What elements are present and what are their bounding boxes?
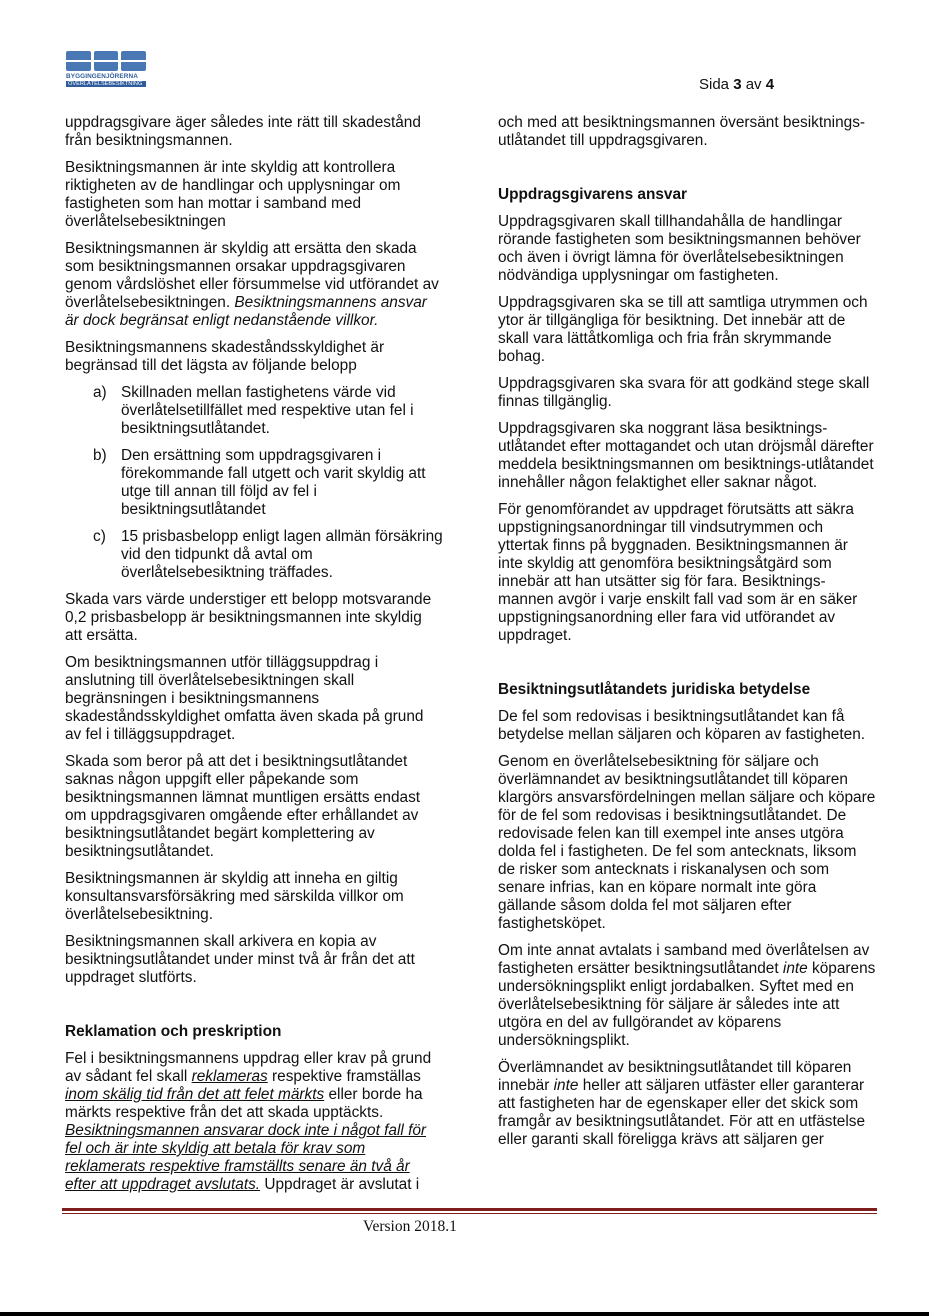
paragraph: Besiktningsmannen är skyldig att ersätta den skada som besiktningsmannen orsakar uppdragsgivaren genom vårdslöshet eller försummelse vid utförandet av överlåtelsebesiktningen. Besiktningsmannens ansvar är dock begränsat enligt nedanstående villkor. bbox=[65, 240, 439, 329]
paragraph: Uppdragsgivaren skall tillhandahålla de handlingar rörande fastigheten som besiktningsmannen behöver och även i övrigt lämna för överlåtelsebesiktningen nödvändiga upplysningar om fastigheten. bbox=[498, 213, 861, 284]
footer-rule-thin bbox=[62, 1213, 877, 1214]
paragraph: och med att besiktningsmannen översänt besiktnings-utlåtandet till uppdragsgivaren. bbox=[498, 114, 866, 149]
left-column bbox=[65, 114, 443, 1203]
footer-rule bbox=[62, 1208, 877, 1211]
paragraph: Skada som beror på att det i besiktningsutlåtandet saknas någon uppgift eller påpekande som besiktningsmannen lämnat muntligen ersätts endast om uppdragsgivaren omgående efter erhållandet av besiktningsutlåtandet begärt komplettering av besiktningsutlåtandet. bbox=[65, 753, 421, 860]
right-column bbox=[498, 114, 876, 1158]
page-number: Sida 3 av 4 bbox=[699, 76, 775, 93]
paragraph: Uppdragsgivaren ska noggrant läsa besiktnings-utlåtandet efter mottagandet och utan dröjsmål därefter meddela besiktningsmannen om besiktnings-utlåtandet innehåller någon felaktighet eller saknar något. bbox=[498, 420, 874, 491]
paragraph: Uppdragsgivaren ska svara för att godkänd stege skall finnas tillgänglig. bbox=[498, 375, 870, 410]
paragraph: Om inte annat avtalats i samband med överlåtelsen av fastigheten ersätter besiktningsutlåtandet inte köparens undersökningsplikt enligt jordabalken. Syftet med en överlåtelsebesiktning för säljare är således inte att utgöra en del av fullgörandet av köparens undersökningsplikt. bbox=[498, 942, 876, 1049]
limits-list bbox=[65, 384, 443, 582]
logo-name: BYGGINGENJÖRERNA bbox=[66, 73, 138, 80]
paragraph: Besiktningsmannens skadeståndsskyldighet är begränsad till det lägsta av följande belopp bbox=[65, 339, 385, 374]
paragraph: De fel som redovisas i besiktningsutlåtandet kan få betydelse mellan säljaren och köparen av fastigheten. bbox=[498, 708, 866, 743]
section-heading: Reklamation och preskription bbox=[65, 1023, 282, 1040]
paragraph: Besiktningsmannen skall arkivera en kopia av besiktningsutlåtandet under minst två år från det att uppdraget slutförts. bbox=[65, 933, 415, 986]
paragraph: Besiktningsmannen är skyldig att inneha en giltig konsultansvarsförsäkring med särskilda villkor om överlåtelsebesiktning. bbox=[65, 870, 404, 923]
paragraph: Om besiktningsmannen utför tilläggsuppdrag i anslutning till överlåtelsebesiktningen skall begränsningen i besiktningsmannens skadeståndsskyldighet omfatta även skada på grund av fel i tilläggsuppdraget. bbox=[65, 654, 424, 743]
section-heading: Uppdragsgivarens ansvar bbox=[498, 186, 688, 203]
company-logo bbox=[66, 51, 146, 93]
paragraph: uppdragsgivare äger således inte rätt till skadestånd från besiktningsmannen. bbox=[65, 114, 421, 149]
logo-subtitle: ÖVERLÅTELSEBESIKTNING bbox=[66, 81, 146, 87]
paragraph: Besiktningsmannen är inte skyldig att kontrollera riktigheten av de handlingar och upplysningar om fastigheten som han mottar i samband med överlåtelsebesiktningen bbox=[65, 159, 401, 230]
list-item: b) Den ersättning som uppdragsgivaren i förekommande fall utgett och varit skyldig att utge till annan till följd av fel i besiktningsutlåtandet bbox=[93, 447, 426, 518]
section-heading: Besiktningsutlåtandets juridiska betydelse bbox=[498, 681, 811, 698]
paragraph: Uppdragsgivaren ska se till att samtliga utrymmen och ytor är tillgängliga för besiktning. Det innebär att de skall vara lättåtkomliga och fria från skrymmande bohag. bbox=[498, 294, 868, 365]
paragraph: Genom en överlåtelsebesiktning för säljare och överlämnandet av besiktningsutlåtandet till köparen klargörs ansvarsfördelningen mellan säljare och köpare för de fel som redovisas i besiktningsutlåtandet. De redovisade felen kan till exempel inte anses utgöra dolda fel i fastigheten. De fel som antecknats, liksom de risker som antecknats i riskanalysen och som senare infrias, kan en köpare normalt inte göra gällande såsom dolda fel mot säljaren efter fastighetsköpet. bbox=[498, 753, 876, 932]
paragraph: För genomförandet av uppdraget förutsätts att säkra uppstigningsanordningar till vindsutrymmen och yttertak finns på byggnaden. Besiktningsmannen är inte skyldig att genomföra besiktningsåtgärd som innebär att han utsätter sig för fara. Besiktnings-mannen avgör i varje enskilt fall vad som är en säker uppstigningsanordning eller fara vid utförandet av uppdraget. bbox=[498, 501, 858, 644]
version-label: Version 2018.1 bbox=[363, 1218, 457, 1235]
logo-mark bbox=[66, 51, 146, 71]
page-bottom-border bbox=[0, 1312, 929, 1316]
paragraph: Överlämnandet av besiktningsutlåtandet till köparen innebär inte heller att säljaren utfäster eller garanterar att fastigheten har de egenskaper eller det skick som framgår av besiktningsutlåtandet. För att en utfästelse eller garanti skall föreligga krävs att säljaren ger bbox=[498, 1059, 866, 1148]
list-item: a) Skillnaden mellan fastighetens värde vid överlåtelsetillfället med respektive utan fel i besiktningsutlåtandet. bbox=[93, 384, 414, 437]
list-item: c) 15 prisbasbelopp enligt lagen allmän försäkring vid den tidpunkt då avtal om överlåtelsebesiktning träffades. bbox=[93, 528, 443, 581]
paragraph: Skada vars värde understiger ett belopp motsvarande 0,2 prisbasbelopp är besiktningsmannen inte skyldig att ersätta. bbox=[65, 591, 432, 644]
paragraph: Fel i besiktningsmannens uppdrag eller krav på grund av sådant fel skall reklameras respektive framställas inom skälig tid från det att felet märkts eller borde ha märkts respektive från det att skada upptäckts. Besiktningsmannen ansvarar dock inte i något fall för fel och är inte skyldig att betala för krav som reklamerats respektive framställts senare än två år efter att uppdraget avslutats. Uppdraget är avslutat i bbox=[65, 1050, 432, 1193]
